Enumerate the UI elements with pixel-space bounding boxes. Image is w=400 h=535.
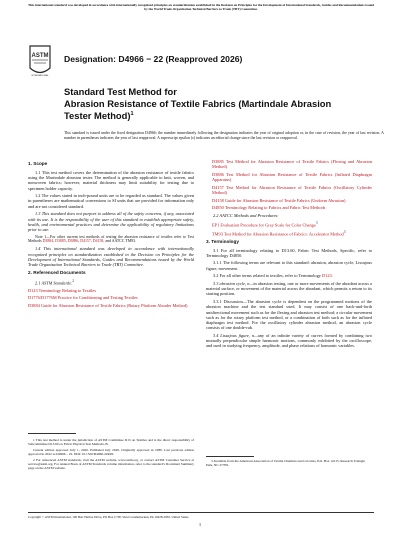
para-3-3-1: 3.3.1 Discussion—The abrasion cycle is dependent on the programmed motions of the abrasion machine and the test standard used. It may consist of one back-and-forth unidirectional movement such as for the flexing and abrasion test method; a circular movement such as for the rotary platform test method, or a combination of both such as for the inflated diaphragm test method. For the oscillatory cylinder abrasion method, an abrasion cycle consists of one double-rub. [206,299,372,331]
aatcc-mark: 3 [315,220,318,225]
note-1-link-d3885[interactable]: D3885 [55,239,66,244]
footnote-3: 3 Available from the American Association of Textile Chemists and Colorists, P.O. Box 12215, Research Triangle Park, NC 27709. [206,459,365,468]
title-line-1: Standard Test Method for [64,86,177,97]
ref-item [28,288,194,293]
title-line-3 [64,109,364,122]
para-3-2 [206,273,372,278]
para-1-4: 1.4 This international standard was developed in accordance with internationally recognized principles on standardization established in the Decision on Principles for the Development of International Standards, Guides and Recommendations issued by the World Trade Organization Technical Barriers to Trade (TBT) Committee. [28,246,194,268]
ref-item [206,198,372,203]
ref-title: Test Method for Abrasion Resistance of Textile Fabrics (Oscillatory Cylinder Method) [212,184,372,196]
note-1-prefix: Note 1—For other current test methods of testing the abrasion resistance of textiles refer to Test Methods [28,234,194,244]
para-1-3: 1.3 This standard does not purport to address all of the safety concerns, if any, associated with its use. It is the responsibility of the user of this standard to establish appropriate safety, health, and environmental practices and determine the applicability of regulatory limitations prior to use. [28,211,194,233]
aatcc-mark: 3 [343,229,346,234]
para-3-2-link-d123[interactable]: D123 [322,273,332,279]
para-2-1-mark: 2 [72,278,75,283]
ref-title: Terminology Relating to Textiles [37,287,97,293]
footnotes-right [206,459,372,467]
ref-link-d4158[interactable]: D4158 [212,197,224,203]
page-number: 1 [198,522,202,527]
ref-item [28,303,194,308]
para-1-1: 1.1 This test method covers the determination of the abrasion resistance of textile fabrics using the Martindale abrasion tester. The method is generally applicable to knit, woven, and nonwoven fabrics; however, material thickness may limit suitability for testing due to specimen holder capacity. [28,169,194,191]
aatcc-item [206,221,372,228]
term-abrasion-cycle: 3.3 abrasion cycle, n— [213,280,254,286]
footnote-divider-left [28,433,76,434]
ref-title: Test Method for Abrasion Resistance of Textile Fabrics (Inflated Diaphragm Apparatus) [212,171,372,183]
footnote-2: 2 For referenced ASTM standards, visit the ASTM website, www.astm.org, or contact ASTM Customer Service at service@astm.org. For Annual Book of ASTM Standards volume information, refer to the standard's Document Summary page on the ASTM website. [28,457,194,470]
para-3-4 [206,333,372,349]
para-3-3 [206,281,372,297]
aatcc-title: Evaluation Procedure for Gray Scale for Color Change [219,222,316,228]
ref-link-d123[interactable]: D123 [28,287,38,293]
para-2-1-text: 2.1 ASTM Standards: [35,280,73,286]
para-3-1-1: 3.1.1 The following terms are relevant to this standard: abrasion, abrasion cycle, Lissajous figure, movement. [206,260,372,271]
section-1-heading: 1. Scope [28,161,48,166]
para-2-1 [28,279,194,286]
svg-text:INTERNATIONAL: INTERNATIONAL [31,75,49,77]
ref-title: Test Method for Abrasion Resistance of Textile Fabrics (Flexing and Abrasion Method) [212,159,372,170]
ref-item [28,295,194,300]
ref-item [206,172,372,183]
ref-link-d4850[interactable]: D4850 [212,205,224,211]
ref-title: Practice for Conditioning and Testing Textiles [56,295,138,301]
footnote-1: 1 This test method is under the jurisdiction of ASTM Committee D13 on Textiles and is the direct responsibility of Subcommittee D13.60 on Fabric Physical Test Methods, B. [28,438,194,447]
ref-link-d3884[interactable]: D3884 [28,302,40,308]
para-2-2: 2.2 AATCC Methods and Procedures: [213,212,279,218]
para-3-2-suffix: . [331,273,333,279]
astm-logo [28,44,52,78]
designation: Designation: D4966 − 22 (Reapproved 2026) [64,54,243,64]
ref-title: Guide for Abrasion Resistance of Textile Fabrics (Rotary Platform Abrader Method) [39,302,188,308]
ref-link-d3885[interactable]: D3885 [212,159,224,164]
document-title [64,86,364,122]
def-lissajous: any of an infinite variety of curves formed by combining two mutually perpendicular simple harmonic motions, commonly exhibited by the oscilloscope, and used in studying frequency, amplitude, and phase relations of harmonic variables. [206,332,372,349]
aatcc-link-tm93[interactable]: TM93 [212,231,223,237]
aatcc-title: Test Method for Abrasion Resistance of Fabrics: Accelerator Method [222,231,344,237]
note-1-link-d3886[interactable]: D3886 [67,239,79,244]
section-2-heading: 2. Referenced Documents [28,269,86,275]
note-1-link-d4157[interactable]: D4157 [80,239,91,244]
ref-link-d3886[interactable]: D3886 [212,171,224,177]
note-1-link-d4158[interactable]: D4158 [92,239,104,244]
aatcc-item [206,230,372,237]
note-1-suffix: , and AATCC TM93. [103,239,137,244]
aatcc-link-ep1[interactable]: EP1 [212,222,220,228]
ref-item [206,185,372,196]
note-1: Note 1—For other current test methods of testing the abrasion resistance of textiles refer to Test Methods D3884, D3885, D3886, D4157, D4158, and AATCC TM93. [28,234,194,244]
footnote-divider-right [206,456,254,457]
ref-title: Guide for Abrasion Resistance of Textile Fabrics (Uniform Abrasion) [223,197,346,203]
right-column [206,159,372,351]
preamble: This standard is issued under the fixed designation D4966; the number immediately following the designation indicates the year of original adoption or, in the case of revision, the year of last revision. A number in parentheses indicates the year of last reapproval. A superscript epsilon (ε) indicates an editorial change since the last revision or reapproval. [64,131,384,140]
left-column [28,159,194,311]
ref-title: Terminology Relating to Fabrics and Fabric Test Methods [223,205,326,211]
footnotes-left [28,438,194,471]
svg-text:ASTM: ASTM [31,53,49,59]
title-line-2: Abrasion Resistance of Textile Fabrics (Martindale Abrasion [64,97,332,109]
ref-item [206,159,372,170]
para-3-2-prefix: 3.2 For all other terms related to textiles, refer to Terminology [213,273,323,279]
term-lissajous: 3.4 Lissajous figure, n— [213,332,258,338]
title-line-3-text: Tester Method) [64,110,131,122]
para-1-2: 1.2 The values stated in inch-pound units are to be regarded as standard. The values given in parentheses are mathematical conversions to SI units that are provided for information only and are not considered standard. [28,193,194,209]
tbt-notice: This international standard was developed in accordance with internationally recognized principles on standardization established in the Decision on Principles for the Development of International Standards, Guides and Recommendations issued by the World Trade Organization Technical Barriers to Trade (TBT) Committee. [28,3,374,11]
note-1-link-d3884[interactable]: D3884 [42,239,54,244]
ref-link-d1776[interactable]: D1776/D1776M [28,295,57,301]
ref-item [206,205,372,210]
copyright-footer: Copyright © ASTM International, 100 Barr Harbor Drive, PO Box C700, West Conshohocken, PA 19428-2959. United States [28,512,374,519]
para-3-1: 3.1 For all terminology relating to D13.60, Fabric Test Methods, Specific, refer to Terminology D4850. [206,247,372,258]
def-abrasion-cycle: in abrasion testing, one or more movements of the abradant across a material surface, or movement of the material across the abradant, which permits a return to its starting position. [206,280,372,297]
section-3-heading: 3. Terminology [206,238,239,244]
footnote-1-edition: Current edition approved July 1, 2026. Published July 2026. Originally approved in 1989. Last previous edition approved in 2022 as D4966 – 22. DOI: 10.1520/D4966-22R26. [28,447,194,456]
title-footnote-mark: 1 [130,111,134,117]
ref-link-d4157[interactable]: D4157 [212,184,224,190]
